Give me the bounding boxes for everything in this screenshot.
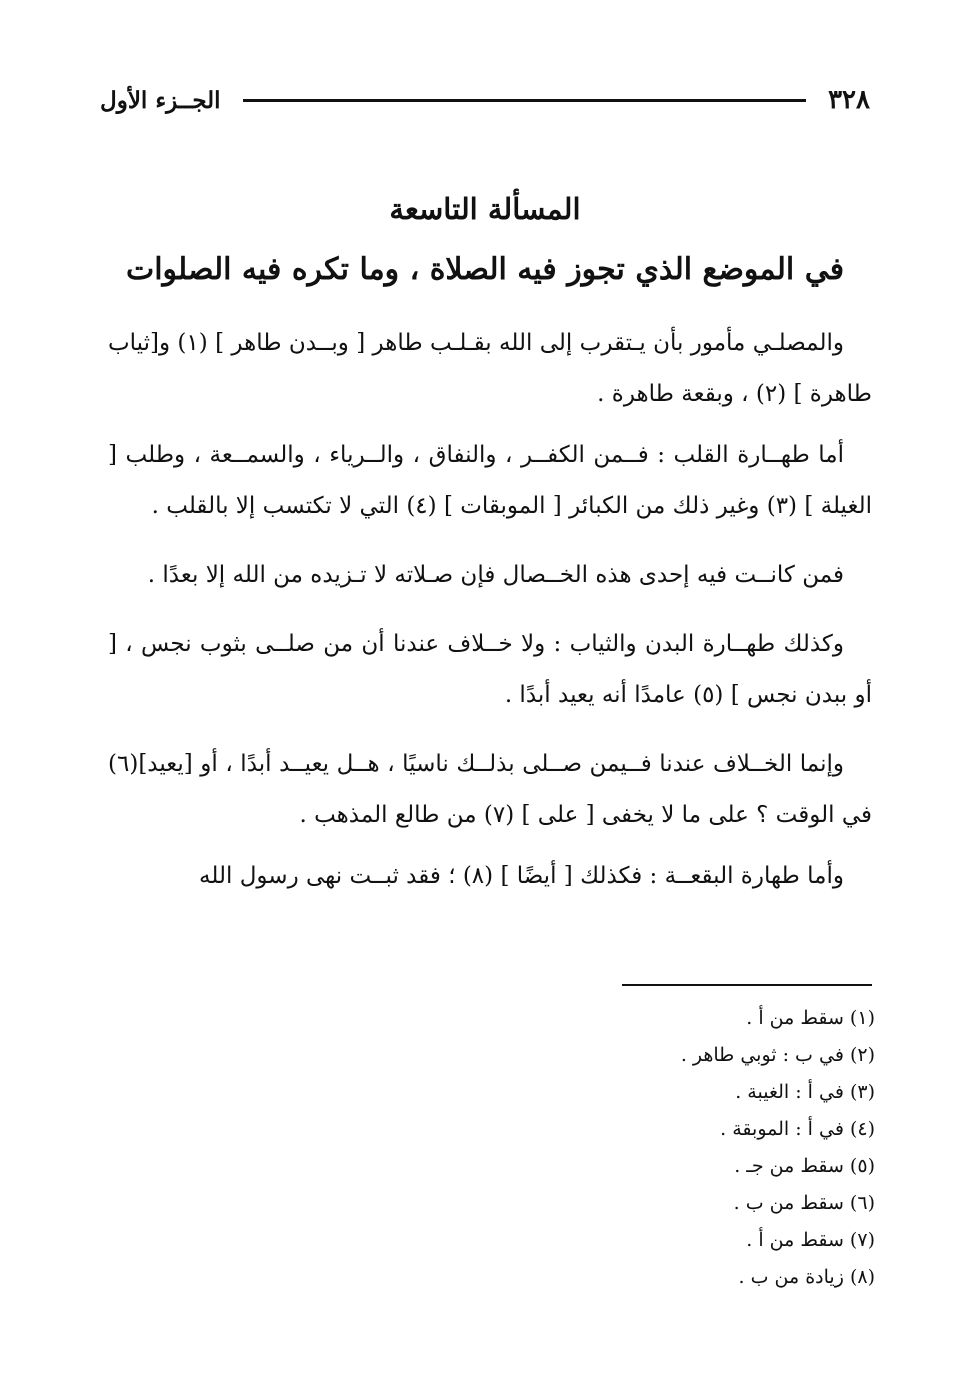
- footnote-divider: [622, 984, 872, 986]
- page-header: [100, 80, 870, 120]
- header-rule: [243, 99, 807, 102]
- paragraph: أما طهــارة القلب : فــمن الكفــر ، والنفاق ، والــرياء ، والسمــعة ، وطلب [ الغيلة ] (٣) وغير ذلك من الكبائر [ الموبقات ] (٤) التي لا تكتسب إلا بالقلب .: [108, 442, 872, 519]
- running-title: الجــزء الأول: [100, 86, 221, 114]
- footnotes-list: [560, 1000, 875, 1296]
- paragraph: وكذلك طهــارة البدن والثياب : ولا خــلاف عندنا أن من صلــى بثوب نجس ، [ أو ببدن نجس ] (٥) عامدًا أنه يعيد أبدًا .: [108, 631, 872, 708]
- footnote: (٤) في أ : الموبقة .: [720, 1118, 875, 1140]
- paragraph: وإنما الخــلاف عندنا فــيمن صــلى بذلــك ناسيًا ، هــل يعيــد أبدًا ، أو [يعيد](٦) في الوقت ؟ على ما لا يخفى [ على ] (٧) من طالع المذهب .: [108, 751, 872, 828]
- page-number: ٣٢٨: [828, 85, 870, 115]
- footnote: (٣) في أ : الغيبة .: [735, 1081, 875, 1103]
- footnote: (٦) سقط من ب .: [733, 1192, 875, 1214]
- footnote: (١) سقط من أ .: [746, 1007, 875, 1029]
- footnote: (٨) زيادة من ب .: [738, 1266, 875, 1288]
- chapter-subtitle: في الموضع الذي تجوز فيه الصلاة ، وما تكره فيه الصلوات: [125, 252, 845, 287]
- paragraph: وأما طهارة البقعــة : فكذلك [ أيضًا ] (٨) ؛ فقد ثبــت نهى رسول الله: [199, 863, 844, 889]
- paragraph: والمصلـي مأمور بأن يـتقرب إلى الله بقـلـب طاهر [ وبــدن طاهر ] (١) و[ثياب طاهرة ] (٢) ، وبقعة طاهرة .: [108, 330, 872, 407]
- chapter-title: المسألة التاسعة: [389, 192, 581, 226]
- footnote: (٧) سقط من أ .: [746, 1229, 875, 1251]
- footnote: (٢) في ب : ثوبي طاهر .: [680, 1044, 875, 1066]
- paragraph: فمن كانــت فيه إحدى هذه الخــصال فإن صـلاته لا تـزيده من الله إلا بعدًا .: [147, 562, 844, 588]
- body-text: [108, 318, 872, 920]
- footnote: (٥) سقط من جـ .: [734, 1155, 875, 1177]
